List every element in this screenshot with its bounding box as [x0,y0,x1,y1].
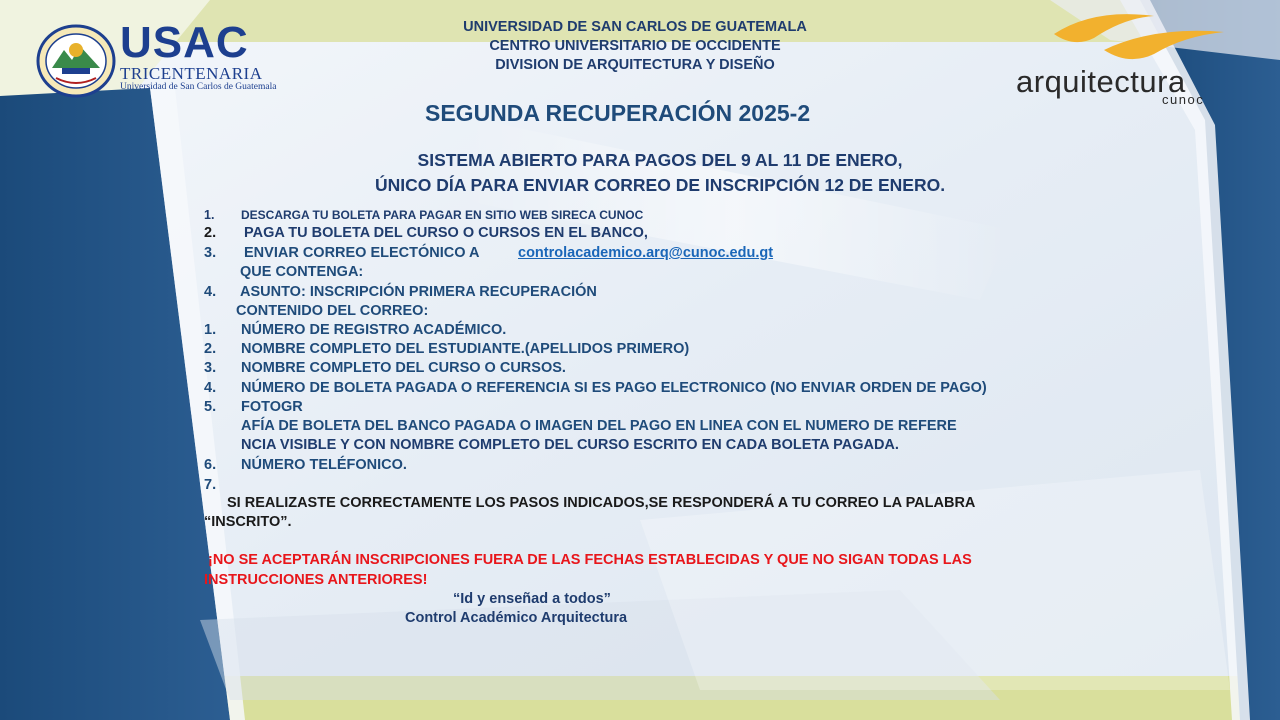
content-text: NOMBRE COMPLETO DEL ESTUDIANTE.(APELLIDOS PRIMERO) [241,341,690,357]
step-number: 1. [204,208,215,222]
email-link[interactable]: controlacademico.arq@cunoc.edu.gt [518,245,774,261]
step-text: ASUNTO: INSCRIPCIÓN PRIMERA RECUPERACIÓN [240,284,597,300]
step-number: 2. [204,225,217,241]
page-title: SEGUNDA RECUPERACIÓN 2025-2 [425,100,811,126]
step-number: 4. [204,284,217,300]
warning-line-1: ¡NO SE ACEPTARÁN INSCRIPCIONES FUERA DE LAS FECHAS ESTABLECIDAS Y QUE NO SIGAN TODAS LAS [208,552,972,568]
content-text: NÚMERO DE REGISTRO ACADÉMICO. [241,322,507,338]
confirmation-line-1: SI REALIZASTE CORRECTAMENTE LOS PASOS INDICADOS,SE RESPONDERÁ A TU CORREO LA PALABRA [227,495,976,511]
content-number: 5. [204,399,217,415]
header-line-3: DIVISION DE ARQUITECTURA Y DISEÑO [495,57,775,73]
step-text: ENVIAR CORREO ELECTÓNICO A [244,245,480,261]
step-text: DESCARGA TU BOLETA PARA PAGAR EN SITIO WEB SIRECA CUNOC [241,208,644,222]
step-text: CONTENIDO DEL CORREO: [236,303,429,319]
arq-sub-wordmark: cunoc [1162,92,1205,107]
arquitectura-logo [1010,8,1235,108]
usac-wordmark: USAC [120,18,249,67]
content-number: 4. [204,380,217,396]
institution-header [300,18,970,75]
step-text: PAGA TU BOLETA DEL CURSO O CURSOS EN EL BANCO, [244,225,648,241]
content-number: 1. [204,322,217,338]
warning-line-2: INSTRUCCIONES ANTERIORES! [204,572,428,588]
confirmation-line-2: “INSCRITO”. [204,514,292,530]
content-text: NÚMERO TELÉFONICO. [241,457,407,473]
usac-logo [36,20,291,98]
subtitle-line-2: ÚNICO DÍA PARA ENVIAR CORREO DE INSCRIPCIÓN 12 DE ENERO. [374,175,946,195]
content-text: FOTOGR [241,399,303,415]
content-text: NOMBRE COMPLETO DEL CURSO O CURSOS. [241,360,566,376]
content-text: AFÍA DE BOLETA DEL BANCO PAGADA O IMAGEN DEL PAGO EN LINEA CON EL NUMERO DE REFERE [241,418,957,434]
content-text: NCIA VISIBLE Y CON NOMBRE COMPLETO DEL CURSO ESCRITO EN CADA BOLETA PAGADA. [241,437,899,453]
content-text: NÚMERO DE BOLETA PAGADA O REFERENCIA SI ES PAGO ELECTRONICO (NO ENVIAR ORDEN DE PAGO) [241,380,987,396]
header-line-2: CENTRO UNIVERSITARIO DE OCCIDENTE [489,38,781,54]
step-text: QUE CONTENGA: [240,264,364,280]
arq-wordmark: arquitectura [1016,64,1186,99]
arq-swoosh-icon [1034,8,1234,68]
header-line-1: UNIVERSIDAD DE SAN CARLOS DE GUATEMALA [463,19,807,35]
motto: “Id y enseñad a todos” [453,591,611,607]
content-number: 7. [204,477,217,493]
content-number: 2. [204,341,217,357]
dates-subtitle [300,148,1020,198]
usac-subtitle: Universidad de San Carlos de Guatemala [120,82,277,92]
usac-seal-icon [36,24,116,98]
content-number: 3. [204,360,217,376]
content-number: 6. [204,457,217,473]
subtitle-line-1: SISTEMA ABIERTO PARA PAGOS DEL 9 AL 11 DE ENERO, [417,150,903,170]
signature: Control Académico Arquitectura [405,610,628,626]
usac-tricentenaria: TRICENTENARIA [120,64,263,83]
step-number: 3. [204,245,217,261]
